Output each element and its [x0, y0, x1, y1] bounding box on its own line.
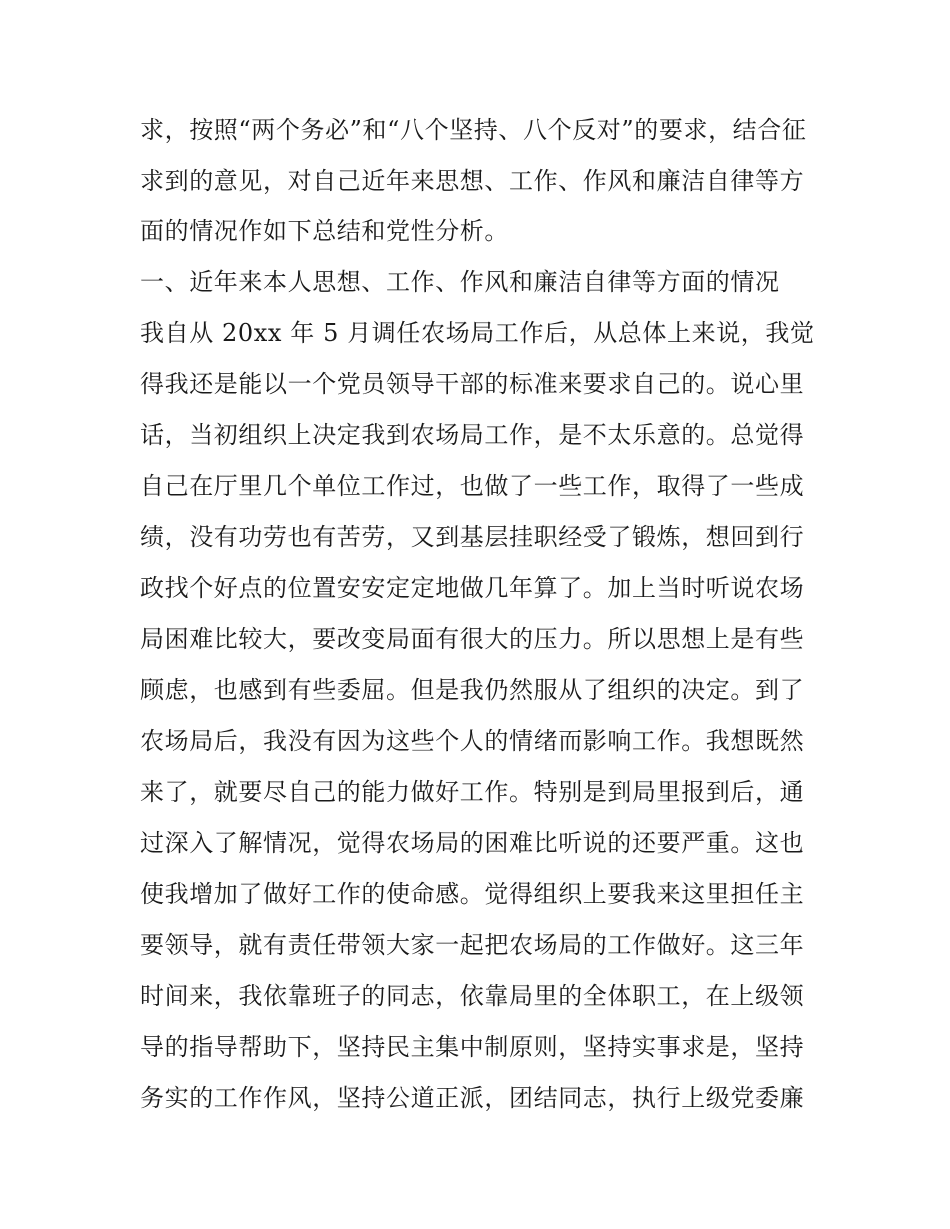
- text-line: 求，按照“两个务必”和“八个坚持、八个反对”的要求，结合征: [140, 116, 807, 144]
- text-line: 过深入了解情况，觉得农场局的困难比听说的还要严重。这也: [140, 829, 805, 857]
- text-line: 农场局后，我没有因为这些个人的情绪而影响工作。我想既然: [140, 727, 805, 755]
- text-line: 局困难比较大，要改变局面有很大的压力。所以思想上是有些: [140, 625, 805, 653]
- text-line: 要领导，就有责任带领大家一起把农场局的工作做好。这三年: [140, 931, 805, 959]
- text-line: 顾虑，也感到有些委屈。但是我仍然服从了组织的决定。到了: [140, 676, 805, 704]
- text-line: 使我增加了做好工作的使命感。觉得组织上要我来这里担任主: [140, 880, 805, 908]
- text-line: 来了，就要尽自己的能力做好工作。特别是到局里报到后，通: [140, 778, 805, 806]
- text-line: 自己在厅里几个单位工作过，也做了一些工作，取得了一些成: [140, 472, 805, 500]
- text-line: 话，当初组织上决定我到农场局工作，是不太乐意的。总觉得: [140, 421, 805, 449]
- section-heading: 一、近年来本人思想、工作、作风和廉洁自律等方面的情况: [140, 268, 780, 296]
- text-line: 我自从 20xx 年 5 月调任农场局工作后，从总体上来说，我觉: [140, 319, 815, 347]
- text-line: 导的指导帮助下，坚持民主集中制原则，坚持实事求是，坚持: [140, 1033, 805, 1061]
- text-line: 求到的意见，对自己近年来思想、工作、作风和廉洁自律等方: [140, 167, 805, 195]
- text-line: 政找个好点的位置安安定定地做几年算了。加上当时听说农场: [140, 574, 805, 602]
- text-line: 面的情况作如下总结和党性分析。: [140, 217, 509, 245]
- text-line: 得我还是能以一个党员领导干部的标准来要求自己的。说心里: [140, 370, 805, 398]
- text-line: 绩，没有功劳也有苦劳，又到基层挂职经受了锻炼，想回到行: [140, 523, 805, 551]
- text-line: 时间来，我依靠班子的同志，依靠局里的全体职工，在上级领: [140, 982, 805, 1010]
- text-line: 务实的工作作风，坚持公道正派，团结同志，执行上级党委廉: [140, 1084, 805, 1112]
